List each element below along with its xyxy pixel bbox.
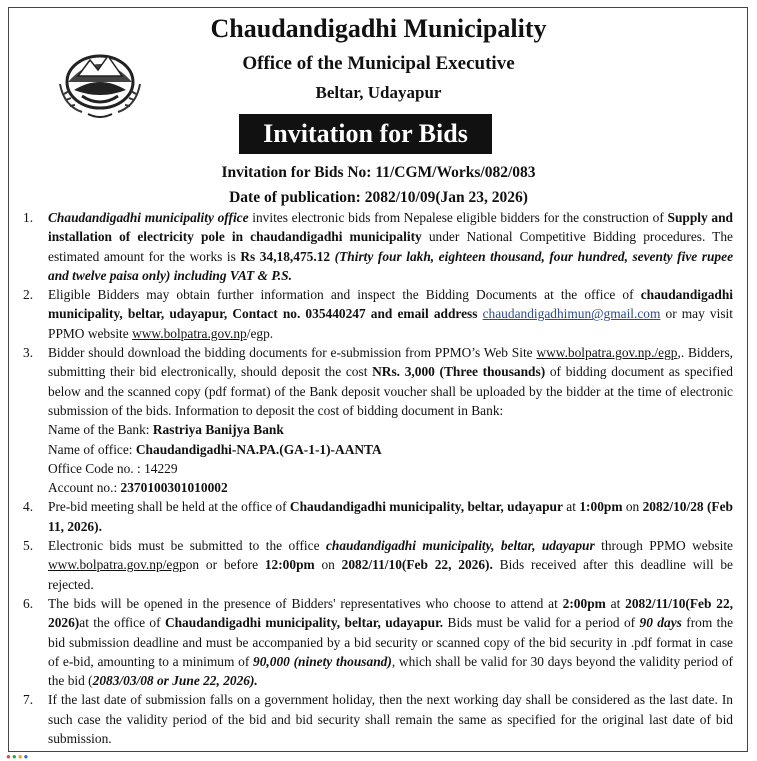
bank-name-line: Name of the Bank: Rastriya Banijya Bank: [48, 422, 284, 438]
website-link[interactable]: www.bolpatra.gov.np./egp: [536, 345, 678, 361]
clause-6: 6. The bids will be opened in the presence of Bidders' representatives who choose to attend at 2:00pm at 2082/11/10(Feb 22, 2026)at the office of Chaudandigadhi municipality, beltar, udayapur. Bids must be valid for a period of 90 days from the bid submission deadline and must be accompanied by a bid security or scanned copy of the bid security in .pdf format in case of e-bid, amounting to a minimum of 90,000 (ninety thousand), which shall be valid for 30 days beyond the validity period of the bid (2083/03/08 or June 22, 2026).: [23, 595, 734, 689]
clause-4: 4. Pre-bid meeting shall be held at the office of Chaudandigadhi municipality, beltar, udayapur at 1:00pm on 2082/10/28 (Feb 11, 2026).: [23, 499, 733, 534]
account-line: Account no.: 2370100301010002: [48, 480, 228, 496]
address: Beltar, Udayapur: [315, 83, 442, 102]
bid-number: Invitation for Bids No: 11/CGM/Works/082/083: [221, 164, 536, 181]
office-title: Office of the Municipal Executive: [242, 53, 515, 74]
clause-1: 1. Chaudandigadhi municipality office invites electronic bids from Nepalese eligible bidders for the construction of Supply and installation of electricity pole in chaudandigadhi municipality under National Competitive Bidding procedures. The estimated amount for the works is Rs 34,18,475.12 (Thirty four lakh, eighteen thousand, four hundred, seventy five rupee and twelve paisa only) including VAT & P.S.: [23, 210, 734, 283]
municipality-emblem-icon: [52, 36, 148, 120]
clause-7: 7. If the last date of submission falls on a government holiday, then the next working day shall be considered as the last date. In such case the validity period of the bid and bid security shall remain the same as specified for the original last date of bid submission.: [23, 692, 733, 747]
email-link[interactable]: chaudandigadhimun@gmail.com: [482, 306, 661, 322]
office-code-line: Office Code no. : 14229: [48, 460, 178, 476]
clause-5: 5. Electronic bids must be submitted to the office chaudandigadhi municipality, beltar, udayapur through PPMO website www.bolpatra.gov.np/egpon or before 12:00pm on 2082/11/10(Feb 22, 2026). Bids received after this deadline will be rejected.: [23, 538, 733, 592]
notice-clauses: [23, 208, 733, 748]
decorative-dots-icon: ●●●●: [6, 752, 30, 761]
clause-3: 3. Bidder should download the bidding documents for e-submission from PPMO’s Web Site www.bolpatra.gov.np./egp,. Bidders, submitting their bid electronically, should deposit the cost NRs. 3,000 (Three thousands) of bidding document as specified below and the scanned copy (pdf format) of the Bank deposit voucher shall be uploaded by the bidder at the time of electronic submission of the bids. Information to deposit the cost of bidding document in Bank: Name of the Bank: Rastriya Banijya Bank Name of office: Chaudandigadhi-NA.PA.(GA-1-1)-AANTA Office Code no. : 14229 Account no.: 2370100301010002: [23, 343, 733, 497]
clause-2: 2. Eligible Bidders may obtain further information and inspect the Bidding Documents at the office of chaudandigadhi municipality, beltar, udayapur, Contact no. 035440247 and email address chaudandigadhimun@gmail.com or may visit PPMO website www.bolpatra.gov.np/egp.: [23, 287, 733, 341]
notice-banner: Invitation for Bids: [239, 114, 492, 154]
website-link[interactable]: www.bolpatra.gov.np: [132, 325, 247, 341]
org-title: Chaudandigadhi Municipality: [210, 14, 547, 43]
publication-date: Date of publication: 2082/10/09(Jan 23, 2026): [229, 189, 528, 206]
website-link[interactable]: www.bolpatra.gov.np/egp: [48, 557, 186, 573]
office-name-line: Name of office: Chaudandigadhi-NA.PA.(GA-1-1)-AANTA: [48, 441, 382, 457]
